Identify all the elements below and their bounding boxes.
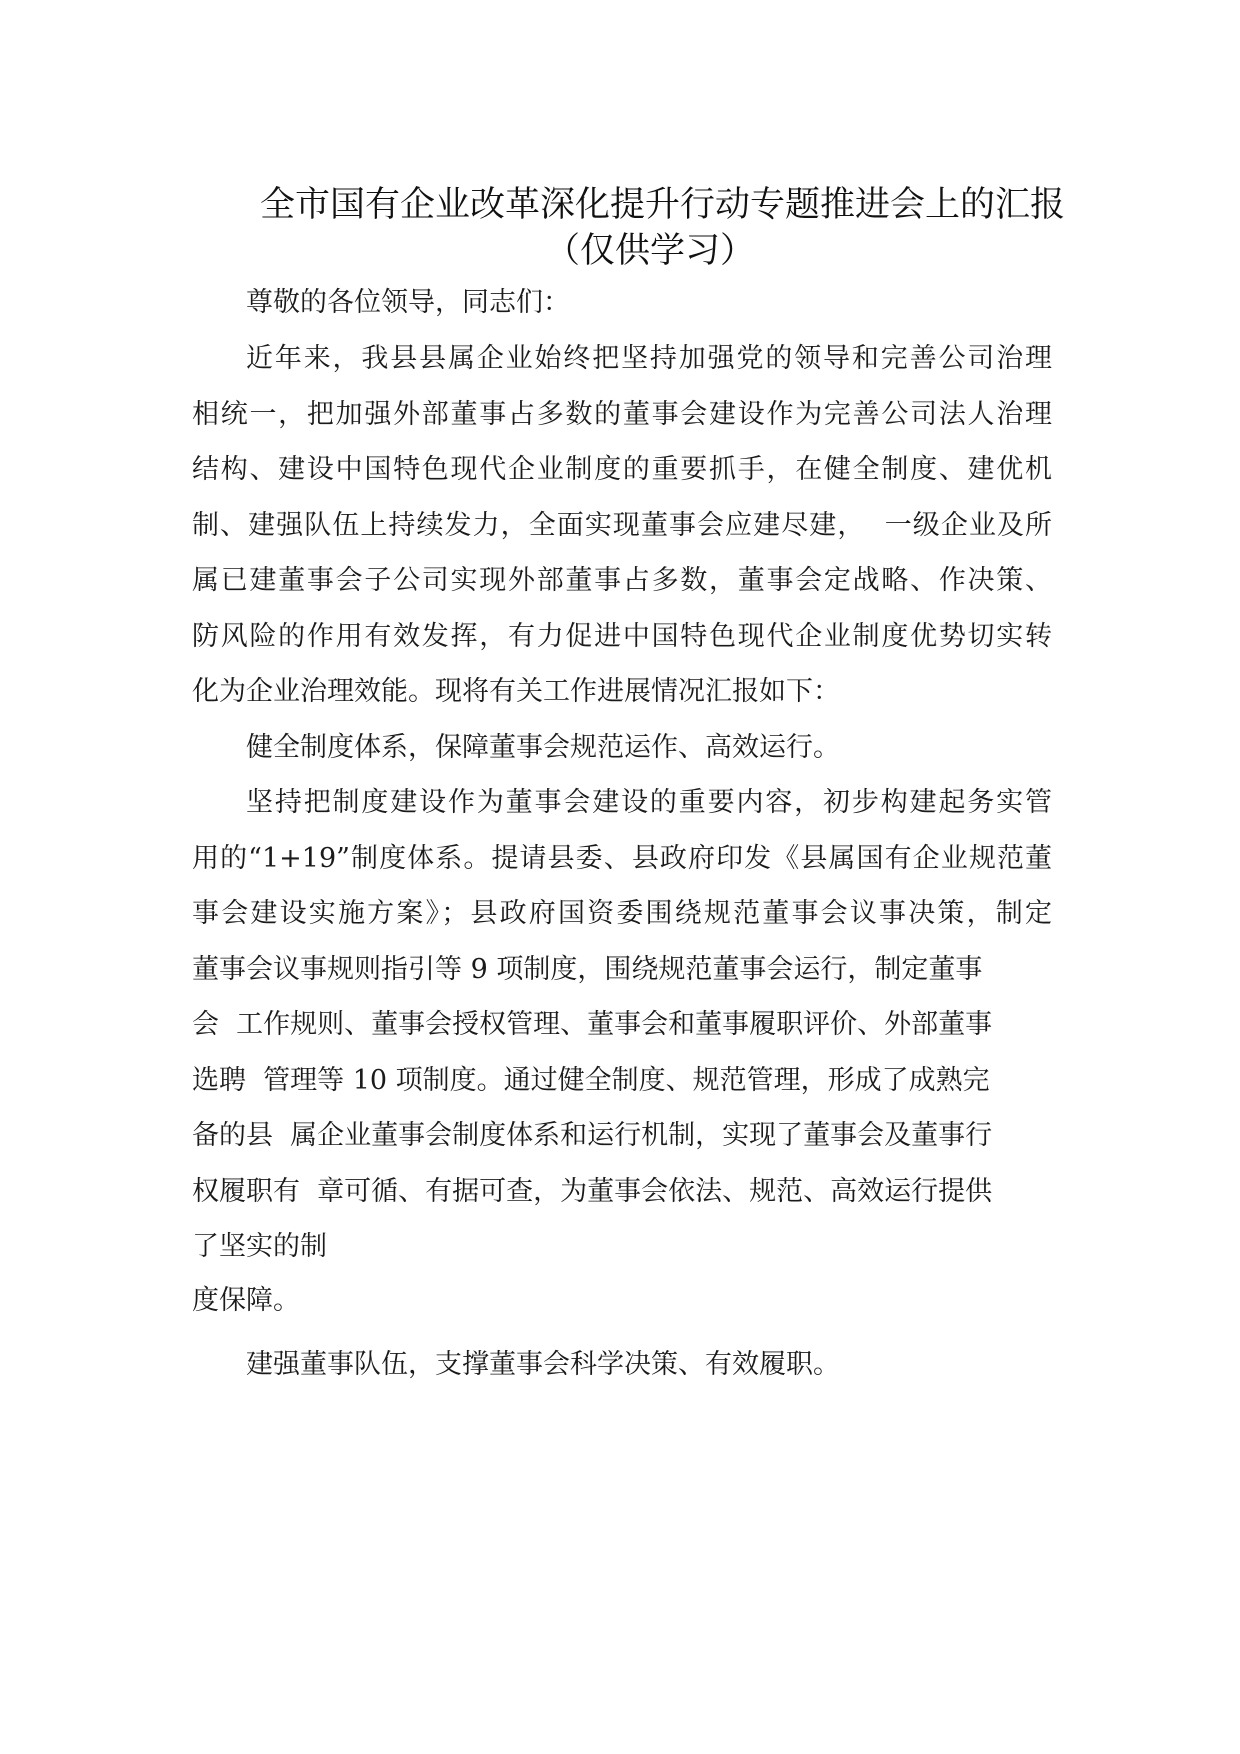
paragraph-line: 用的“1+19”制度体系。提请县委、县政府印发《县属国有企业规范董 (192, 843, 1052, 874)
paragraph-line: 坚持把制度建设作为董事会建设的重要内容，初步构建起务实管 (246, 787, 1052, 818)
paragraph-line: 近年来，我县县属企业始终把坚持加强党的领导和完善公司治理 (246, 343, 1052, 374)
paragraph-line: 会 工作规则、董事会授权管理、董事会和董事履职评价、外部董事 (192, 1009, 993, 1040)
paragraph-line: 化为企业治理效能。现将有关工作进展情况汇报如下： (192, 676, 840, 707)
paragraph-line: 制、建强队伍上持续发力，全面实现董事会应建尽建， 一级企业及所 (192, 510, 1052, 541)
paragraph-line: 事会建设实施方案》；县政府国资委围绕规范董事会议事决策，制定 (192, 898, 1052, 929)
title-line-subtitle: （仅供学习） (544, 231, 755, 271)
paragraph-line: 防风险的作用有效发挥，有力促进中国特色现代企业制度优势切实转 (192, 621, 1052, 652)
paragraph-line: 权履职有 章可循、有据可查，为董事会依法、规范、高效运行提供 (192, 1176, 993, 1207)
paragraph-line: 结构、建设中国特色现代企业制度的重要抓手，在健全制度、建优机 (192, 454, 1052, 485)
paragraph-line: 相统一，把加强外部董事占多数的董事会建设作为完善公司法人治理 (192, 399, 1052, 430)
document-title (260, 182, 1066, 274)
paragraph-line: 了坚实的制 (192, 1231, 327, 1262)
title-line-main: 全市国有企业改革深化提升行动专题推进会上的汇报 (260, 185, 1066, 225)
section-heading-system: 健全制度体系，保障董事会规范运作、高效运行。 (246, 732, 840, 763)
paragraph-line: 选聘 管理等 10 项制度。通过健全制度、规范管理，形成了成熟完 (192, 1065, 990, 1096)
paragraph-line: 备的县 属企业董事会制度体系和运行机制，实现了董事会及董事行 (192, 1120, 993, 1151)
paragraph-line: 董事会议事规则指引等 9 项制度，围绕规范董事会运行，制定董事 (192, 954, 983, 985)
salutation: 尊敬的各位领导，同志们： (246, 287, 570, 318)
section-heading-team: 建强董事队伍，支撑董事会科学决策、有效履职。 (246, 1349, 840, 1380)
paragraph-line: 度保障。 (192, 1285, 300, 1316)
paragraph-line: 属已建董事会子公司实现外部董事占多数，董事会定战略、作决策、 (192, 565, 1052, 596)
